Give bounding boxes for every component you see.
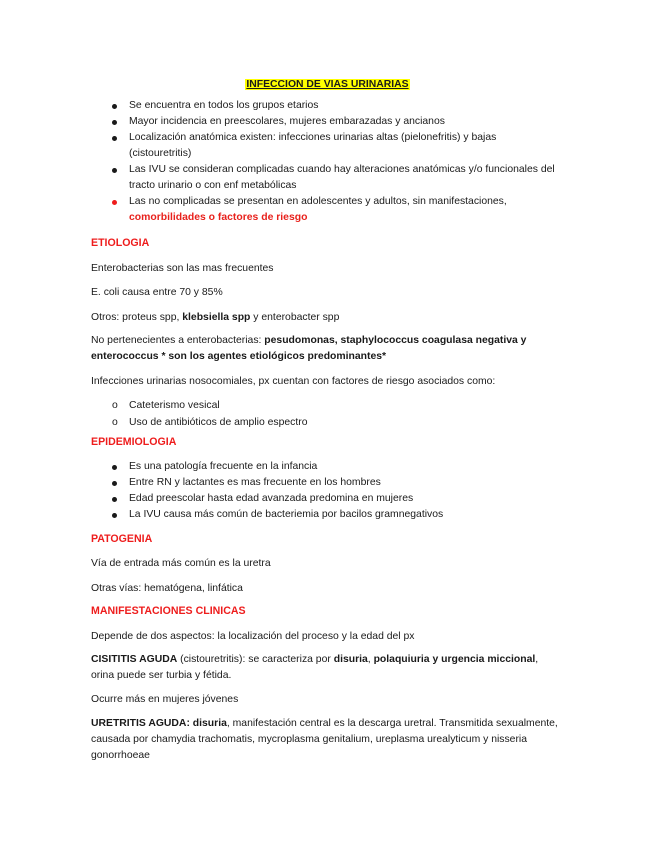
epidemiologia-heading: EPIDEMIOLOGIA [91,436,177,448]
epidemiologia-bullet-list [91,459,561,523]
text-run: y enterobacter spp [250,312,340,323]
sub-item-text: Cateterismo vesical [129,400,220,411]
bullet-icon [112,481,117,486]
text-run: (cistouretritis) [177,654,243,665]
etiologia-p1: Enterobacterias son las mas frecuentes [91,263,274,274]
text-run: Otros: proteus spp, [91,312,183,323]
text-run-bold: disuria [192,718,227,729]
bullet-text: Se encuentra en todos los grupos etarios [129,100,319,111]
text-run-bold: disuria [333,654,368,665]
text-run-bold: URETRITIS AGUDA: [91,718,193,729]
text-run: No pertenecientes a enterobacterias: [91,335,265,346]
text-run: , orina puede ser turbia y fétida. [91,654,539,681]
bullet-text: Las no complicadas se presentan en adolescentes y adultos, sin manifestaciones, [129,196,507,207]
text-run: : se caracteriza por [242,654,334,665]
title-wrap [0,79,655,90]
uretritis-paragraph [91,716,571,764]
list-item [91,114,561,130]
list-item [91,491,561,507]
list-item [91,98,561,114]
bullet-icon [112,120,117,125]
manifestaciones-p1: Depende de dos aspectos: la localización del proceso y la edad del px [91,631,415,642]
bullet-icon [112,200,117,205]
text-run-bold: klebsiella spp [182,312,251,323]
bullet-text: Es una patología frecuente en la infancia [129,461,318,472]
bullet-icon [112,513,117,518]
patogenia-p1: Vía de entrada más común es la uretra [91,558,271,569]
bullet-text: La IVU causa más común de bacteriemia por bacilos gramnegativos [129,509,444,520]
list-item [91,475,561,491]
etiologia-p5: Infecciones urinarias nosocomiales, px cuentan con factores de riesgo asociados como: [91,376,496,387]
list-item [91,162,561,194]
intro-bullet-list [91,98,561,226]
bullet-icon [112,104,117,109]
bullet-icon [112,168,117,173]
bullet-icon [112,465,117,470]
bullet-text: Localización anatómica existen: infecciones urinarias altas (pielonefritis) y bajas (cistouretritis) [129,132,497,159]
etiologia-p4 [91,333,541,365]
text-run-bold: CISITITIS AGUDA [91,654,178,665]
list-item [91,414,307,431]
text-run-bold: pesudomonas, staphylococcus coagulasa negativa y enterococcus * son los agentes etiológicos predominantes* [91,335,527,362]
etiologia-heading: ETIOLOGIA [91,237,150,249]
bullet-emphasis: comorbilidades o factores de riesgo [129,212,308,223]
bullet-text: Entre RN y lactantes es mas frecuente en los hombres [129,477,381,488]
sub-item-text: Uso de antibióticos de amplio espectro [129,417,308,428]
etiologia-sub-list [91,397,307,431]
cistitis-paragraph [91,652,561,684]
etiologia-p2: E. coli causa entre 70 y 85% [91,287,223,298]
manifestaciones-heading: MANIFESTACIONES CLINICAS [91,605,246,617]
sub-bullet-icon: o [112,400,118,411]
list-item [91,397,307,414]
text-run: , manifestación central es la descarga uretral. Transmitida sexualmente, causada por chamydia trachomatis, mycroplasma genitalium, ureplasma urealyticum y nisseria gonorrhoeae [91,718,558,761]
bullet-text: Edad preescolar hasta edad avanzada predomina en mujeres [129,493,414,504]
bullet-icon [112,136,117,141]
list-item [91,459,561,475]
bullet-icon [112,497,117,502]
list-item [91,130,561,162]
manifestaciones-p3: Ocurre más en mujeres jóvenes [91,694,239,705]
etiologia-p3 [91,310,571,326]
patogenia-p2: Otras vías: hematógena, linfática [91,583,243,594]
patogenia-heading: PATOGENIA [91,533,153,545]
bullet-text: Mayor incidencia en preescolares, mujeres embarazadas y ancianos [129,116,445,127]
document-title: INFECCION DE VIAS URINARIAS [246,79,409,90]
list-item [91,194,561,226]
text-run-bold: polaquiuria y urgencia miccional [373,654,536,665]
text-run: , [367,654,374,665]
sub-bullet-icon: o [112,417,118,428]
list-item [91,507,561,523]
bullet-text: Las IVU se consideran complicadas cuando hay alteraciones anatómicas y/o funcionales del tracto urinario o con enf metabólicas [129,164,555,191]
